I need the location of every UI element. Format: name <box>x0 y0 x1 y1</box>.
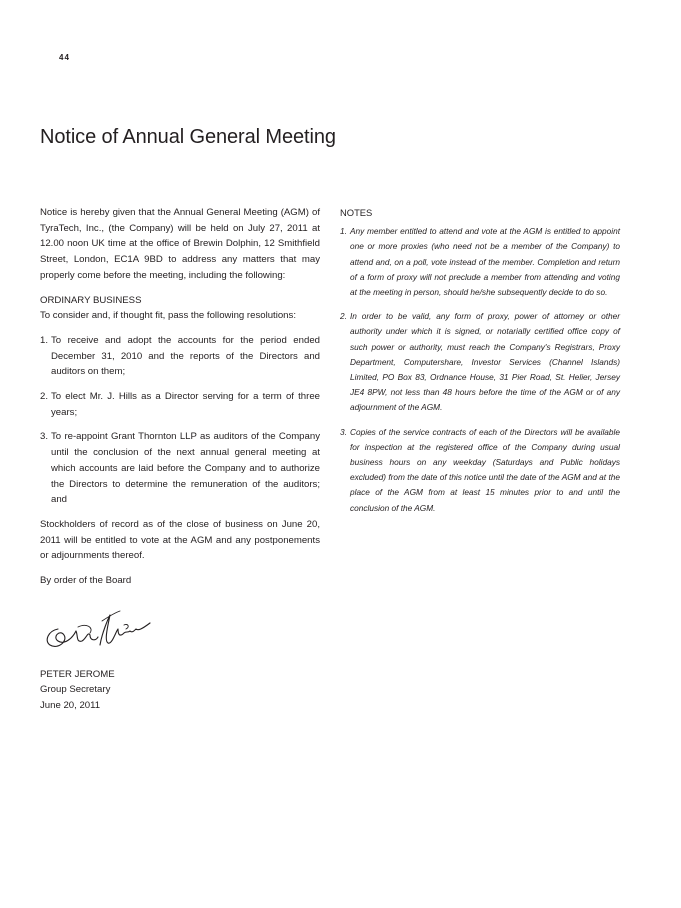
right-column <box>340 205 620 525</box>
resolution-number: 1. <box>40 334 49 346</box>
signatory-role: Group Secretary <box>40 684 111 696</box>
by-order-line: By order of the Board <box>40 575 132 587</box>
notes-heading: NOTES <box>340 207 373 218</box>
note-item <box>340 309 620 415</box>
note-item <box>340 224 620 300</box>
signature <box>38 601 153 653</box>
signatory-name: PETER JEROME <box>40 668 115 680</box>
resolution-text: To elect Mr. J. Hills as a Director serving for a term of three years; <box>51 391 320 418</box>
note-number: 1. <box>340 226 347 237</box>
resolution-number: 3. <box>40 431 49 443</box>
resolution-item <box>40 333 320 380</box>
notes-list <box>340 224 620 516</box>
note-number: 3. <box>340 426 347 437</box>
resolution-item <box>40 389 320 420</box>
note-text: In order to be valid, any form of proxy, power of attorney or other authority under which it is signed, or notarially certified office copy of such power or authority, must reach the Company's Registrars, Proxy Department, Computershare, Investor Services (Channel Islands) Limited, PO Box 83, Ordnance House, 31 Pier Road, St. Helier, Jersey JE4 8PW, not less than 48 hours before the time of the AGM or of any adjournment of the AGM. <box>350 311 620 413</box>
signatory-date: June 20, 2011 <box>40 700 101 712</box>
resolution-text: To re-appoint Grant Thornton LLP as auditors of the Company until the conclusion of the next annual general meeting at which accounts are laid before the Company and to authorize the Directors to determine the remuneration of the auditors; and <box>51 431 320 506</box>
note-text: Copies of the service contracts of each of the Directors will be available for inspection at the registered office of the Company during usual business hours on any weekday (Saturdays and Public holidays excluded) from the date of this notice until the date of the AGM and at the place of the AGM from at least 15 minutes prior to and until the conclusion of the AGM. <box>350 426 620 513</box>
resolution-text: To receive and adopt the accounts for the period ended December 31, 2010 and the reports of the Directors and auditors on them; <box>51 334 320 378</box>
intro-paragraph: Notice is hereby given that the Annual General Meeting (AGM) of TyraTech, Inc., (the Company) will be held on July 27, 2011 at 12.00 noon UK time at the office of Brewin Dolphin, 12 Smithfield Street, London, EC1A 9BD to address any matters that may properly come before the meeting, including the following: <box>40 207 320 281</box>
resolution-item <box>40 429 320 508</box>
stockholders-paragraph: Stockholders of record as of the close of business on June 20, 2011 will be entitled to vote at the AGM and any postponements or adjournments thereof. <box>40 518 320 562</box>
resolutions-list <box>40 333 320 508</box>
note-number: 2. <box>340 311 347 322</box>
note-item <box>340 425 620 516</box>
ordinary-business-heading: ORDINARY BUSINESS <box>40 294 142 306</box>
page-title: Notice of Annual General Meeting <box>40 126 336 148</box>
resolution-number: 2. <box>40 391 49 403</box>
resolutions-lead: To consider and, if thought fit, pass the following resolutions: <box>40 310 296 322</box>
page-number: 44 <box>59 53 70 62</box>
left-column <box>40 205 320 714</box>
note-text: Any member entitled to attend and vote at the AGM is entitled to appoint one or more proxies (who need not be a member of the Company) to attend and, on a poll, vote instead of the member. Completion and return of a form of proxy will not preclude a member from attending and voting at the meeting in person, should he/she subsequently decide to do so. <box>350 226 620 298</box>
